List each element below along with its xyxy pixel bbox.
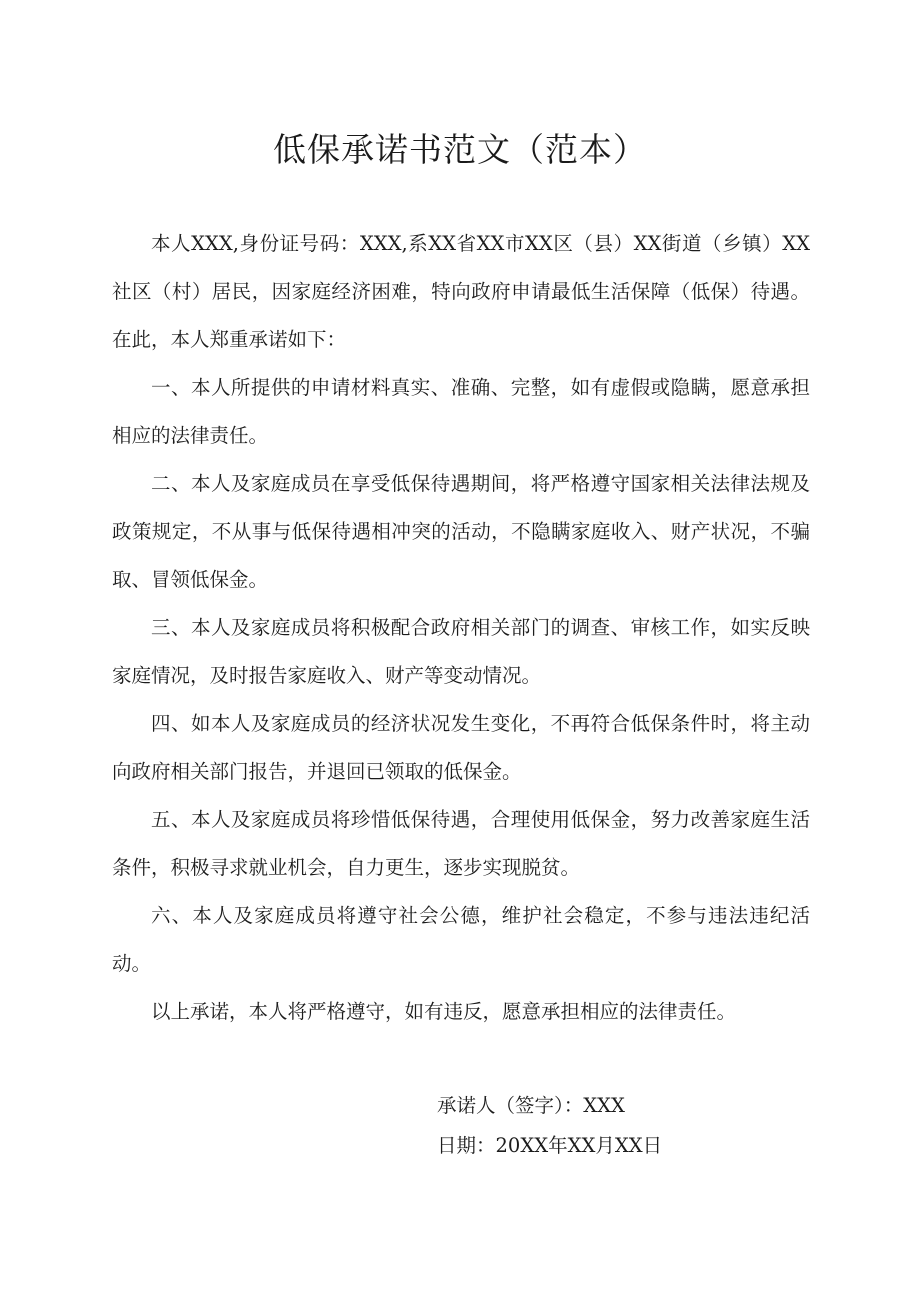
intro-paragraph: 本人XXX,身份证号码：XXX,系XX省XX市XX区（县）XX街道（乡镇）XX社区（村）居民，因家庭经济困难，特向政府申请最低生活保障（低保）待遇。在此，本人郑重承诺如下：: [112, 232, 810, 351]
pledge-item-4: 四、如本人及家庭成员的经济状况发生变化，不再符合低保条件时，将主动向政府相关部门报告，并退回已领取的低保金。: [112, 712, 810, 783]
pledge-item-6: 六、本人及家庭成员将遵守社会公德，维护社会稳定，不参与违法违纪活动。: [112, 904, 810, 975]
closing-paragraph: 以上承诺，本人将严格遵守，如有违反，愿意承担相应的法律责任。: [151, 1000, 737, 1023]
pledge-item-1: 一、本人所提供的申请材料真实、准确、完整，如有虚假或隐瞒，愿意承担相应的法律责任。: [112, 376, 810, 447]
date-line: 日期：20XX年XX月XX日: [437, 1134, 663, 1157]
pledge-item-5: 五、本人及家庭成员将珍惜低保待遇，合理使用低保金，努力改善家庭生活条件，积极寻求就业机会，自力更生，逐步实现脱贫。: [112, 808, 810, 879]
signature-block: [437, 1086, 817, 1166]
pledge-item-2: 二、本人及家庭成员在享受低保待遇期间，将严格遵守国家相关法律法规及政策规定，不从事与低保待遇相冲突的活动，不隐瞒家庭收入、财产状况，不骗取、冒领低保金。: [112, 472, 810, 591]
document-body: [112, 220, 810, 1036]
signer-line: 承诺人（签字）：XXX: [437, 1094, 625, 1117]
document-title: 低保承诺书范文（范本）: [273, 130, 647, 169]
pledge-item-3: 三、本人及家庭成员将积极配合政府相关部门的调查、审核工作，如实反映家庭情况，及时报告家庭收入、财产等变动情况。: [112, 616, 810, 687]
